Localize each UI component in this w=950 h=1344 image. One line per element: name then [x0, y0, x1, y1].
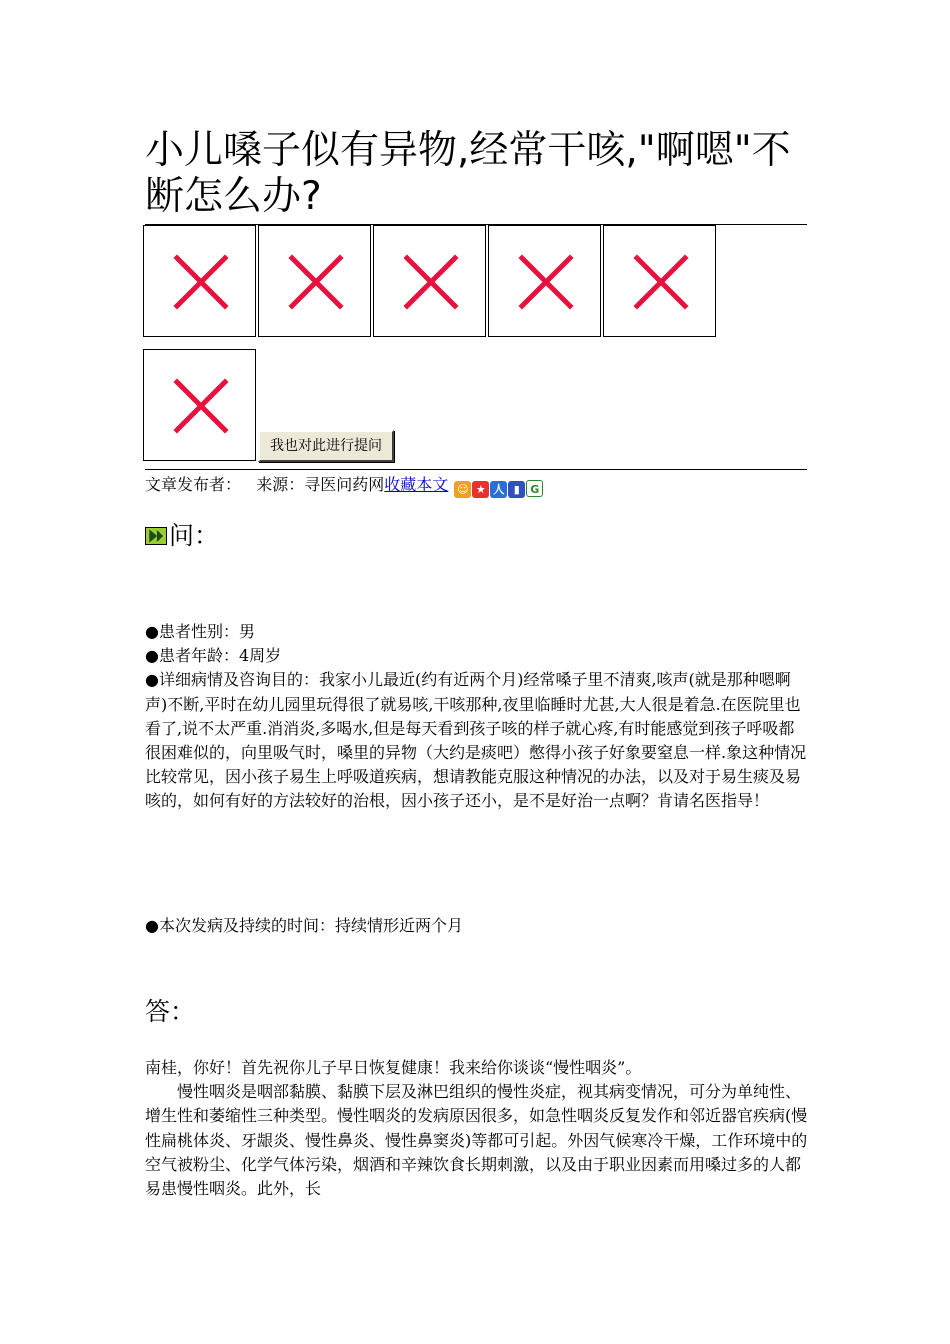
publisher-label: 文章发布者： — [145, 475, 242, 494]
question-icon — [145, 527, 167, 545]
question-heading — [145, 520, 219, 552]
broken-image-icon — [173, 378, 229, 434]
broken-image-icon — [518, 254, 574, 310]
answer-block — [145, 1056, 810, 1201]
patient-detail: ●详细病情及咨询目的：我家小儿最近(约有近两个月)经常嗓子里不清爽,咳声(就是那种嗯啊声)不断,平时在幼儿园里玩得很了就易咳,干咳那种,夜里临睡时尤甚,大人很是着急.在医院里也看了,说不太严重.消消炎,多喝水,但是每天看到孩子咳的样子就心疼,有时能感觉到孩子呼吸都很困难似的，向里吸气时，嗓里的异物（大约是痰吧）憋得小孩子好象要窒息一样.象这种情况比较常见，因小孩子易生上呼吸道疾病，想请教能克服这种情况的办法，以及对于易生痰及易咳的，如何有好的方法较好的治根，因小孩子还小，是不是好治一点啊？肯请名医指导！ — [145, 670, 807, 811]
article-meta — [145, 474, 544, 499]
answer-greeting: 南桂，你好！首先祝你儿子早日恢复健康！我来给你谈谈“慢性咽炎”。 — [145, 1058, 642, 1077]
share-icons — [454, 477, 544, 499]
duration-block — [145, 914, 810, 938]
illness-duration: ●本次发病及持续的时间：持续情形近两个月 — [145, 916, 463, 935]
answer-heading: 答： — [145, 997, 196, 1026]
share-icon-5[interactable]: G — [526, 480, 543, 497]
ask-question-button[interactable]: 我也对此进行提问 — [258, 430, 394, 462]
source-label: 来源：寻医问药网 — [256, 475, 385, 494]
broken-image-3 — [373, 225, 486, 337]
broken-image-1 — [143, 225, 256, 337]
broken-image-icon — [403, 254, 459, 310]
patient-gender: ●患者性别：男 — [145, 622, 255, 641]
broken-image-6 — [143, 349, 256, 461]
broken-image-5 — [603, 225, 716, 337]
share-icon-3[interactable]: 人 — [490, 481, 507, 498]
bookmark-link[interactable]: 收藏本文 — [384, 475, 449, 494]
question-block — [145, 620, 810, 814]
answer-paragraph: 慢性咽炎是咽部黏膜、黏膜下层及淋巴组织的慢性炎症，视其病变情况，可分为单纯性、增生性和萎缩性三种类型。慢性咽炎的发病原因很多，如急性咽炎反复发作和邻近器官疾病(慢性扁桃体炎、牙龈炎、慢性鼻炎、慢性鼻窦炎)等都可引起。外因气候寒冷干燥，工作环境中的空气被粉尘、化学气体污染，烟酒和辛辣饮食长期刺激，以及由于职业因素而用嗓过多的人都易患慢性咽炎。此外，长 — [145, 1082, 808, 1199]
page-title: 小儿嗓子似有异物,经常干咳,"啊嗯"不断怎么办? — [145, 128, 791, 219]
share-icon-2[interactable]: ★ — [472, 481, 489, 498]
broken-image-icon — [288, 254, 344, 310]
meta-divider — [145, 469, 807, 470]
share-icon-4[interactable]: ▮ — [508, 481, 525, 498]
share-icon-1[interactable]: ☺ — [454, 481, 471, 498]
broken-image-2 — [258, 225, 371, 337]
broken-image-icon — [633, 254, 689, 310]
question-heading-text: 问： — [169, 521, 220, 550]
broken-image-icon — [173, 254, 229, 310]
patient-age: ●患者年龄：4周岁 — [145, 646, 282, 666]
broken-image-4 — [488, 225, 601, 337]
